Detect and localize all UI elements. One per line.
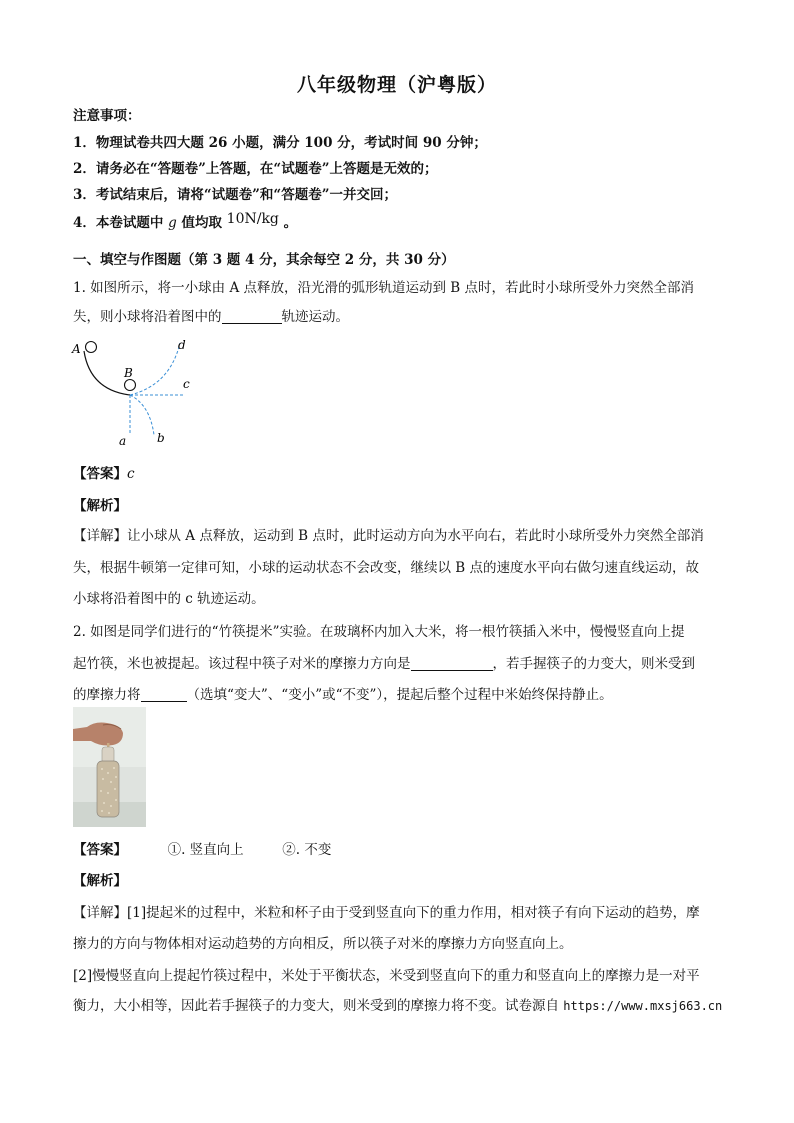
q2-answer-blank-2 — [141, 687, 187, 702]
q2-stem-text-c: 的摩擦力将 — [73, 687, 141, 703]
q1-detail-line-2: 失，根据牛顿第一定律可知，小球的运动状态不会改变，继续以 B 点的速度水平向右做匀速直线运动，故 — [73, 560, 700, 576]
q2-detail-line-4 — [73, 994, 722, 1014]
notice-item-4-middle: 值均取 — [181, 215, 222, 231]
q2-answer-row — [73, 838, 331, 858]
notice-item-3: 3．考试结束后，请将“试题卷”和“答题卷”一并交回； — [73, 187, 397, 203]
q1-detail-line-3: 小球将沿着图中的 c 轨迹运动。 — [73, 591, 265, 607]
ball-at-a — [86, 342, 97, 353]
q2-answer-label: 【答案】 — [73, 842, 127, 858]
q1-answer-value: c — [127, 466, 135, 482]
q1-trajectory-figure — [70, 335, 200, 450]
q1-answer-blank — [222, 309, 282, 324]
label-b: b — [157, 431, 165, 445]
label-b-point: B — [124, 366, 133, 380]
q2-answer-2: ②. 不变 — [282, 842, 332, 858]
q2-stem-line-2 — [73, 652, 695, 672]
q2-stem-text-d: （选填“变大”、“变小”或“不变”），提起后整个过程中米始终保持静止。 — [186, 687, 613, 703]
gravity-symbol: g — [168, 215, 177, 231]
gravity-value: 10N/kg — [226, 211, 279, 227]
q1-stem-line-1: 1. 如图所示，将一小球由 A 点释放，沿光滑的弧形轨道运动到 B 点时，若此时小球所受外力突然全部消 — [73, 280, 695, 296]
path-b — [130, 395, 154, 435]
q1-answer-label: 【答案】 — [73, 466, 127, 482]
notice-item-4 — [73, 211, 297, 231]
q2-stem-line-1: 2. 如图是同学们进行的“竹筷提米”实验。在玻璃杯内加入大米，将一根竹筷插入米中，慢慢竖直向上提 — [73, 624, 685, 640]
label-a-point: A — [72, 342, 81, 356]
page-title: 八年级物理（沪粤版） — [296, 74, 497, 96]
q2-stem-line-3 — [73, 683, 613, 703]
q2-answer-1: ①. 竖直向上 — [167, 842, 244, 858]
ball-at-b — [125, 380, 136, 391]
q1-analysis-label: 【解析】 — [73, 498, 127, 514]
label-d: d — [178, 338, 186, 352]
q1-detail-line-1: 【详解】让小球从 A 点释放，运动到 B 点时，此时运动方向为水平向右，若此时小球所受外力突然全部消 — [73, 528, 704, 544]
path-d — [130, 343, 180, 395]
q2-detail-line-3: [2]慢慢竖直向上提起竹筷过程中，米处于平衡状态，米受到竖直向下的重力和竖直向上的摩擦力是一对平 — [73, 968, 700, 984]
q2-stem-text-a: 起竹筷，米也被提起。该过程中筷子对米的摩擦力方向是 — [73, 656, 411, 672]
notice-item-1: 1．物理试卷共四大题 26 小题，满分 100 分，考试时间 90 分钟； — [73, 135, 487, 151]
label-a: a — [119, 434, 127, 448]
q2-detail-line-1: 【详解】[1]提起米的过程中，米粒和杯子由于受到竖直向下的重力作用，相对筷子有向下运动的趋势，摩 — [73, 905, 700, 921]
q2-answer-blank-1 — [411, 656, 493, 671]
q1-answer-row — [73, 462, 135, 482]
q2-stem-text-b: ，若手握筷子的力变大，则米受到 — [492, 656, 695, 672]
notice-heading: 注意事项： — [73, 108, 141, 124]
section-heading: 一、填空与作图题（第 3 题 4 分，其余每空 2 分，共 30 分） — [73, 252, 455, 268]
source-url: https://www.mxsj663.cn — [563, 999, 723, 1013]
q2-detail-line-2: 擦力的方向与物体相对运动趋势的方向相反，所以筷子对米的摩擦力方向竖直向上。 — [73, 936, 573, 952]
q2-analysis-label: 【解析】 — [73, 873, 127, 889]
chopstick-rice-photo — [73, 707, 146, 827]
q1-stem-text-b: 轨迹运动。 — [281, 309, 349, 325]
q1-stem-line-2 — [73, 305, 349, 325]
notice-item-2: 2．请务必在“答题卷”上答题，在“试题卷”上答题是无效的； — [73, 161, 438, 177]
notice-item-4-suffix: 。 — [283, 215, 298, 231]
q2-detail-text: 衡力，大小相等，因此若手握筷子的力变大，则米受到的摩擦力将不变。试卷源自 — [73, 998, 559, 1014]
q1-stem-text-a: 失，则小球将沿着图中的 — [73, 309, 222, 325]
notice-item-4-prefix: 4．本卷试题中 — [73, 215, 164, 231]
label-c: c — [183, 377, 190, 391]
